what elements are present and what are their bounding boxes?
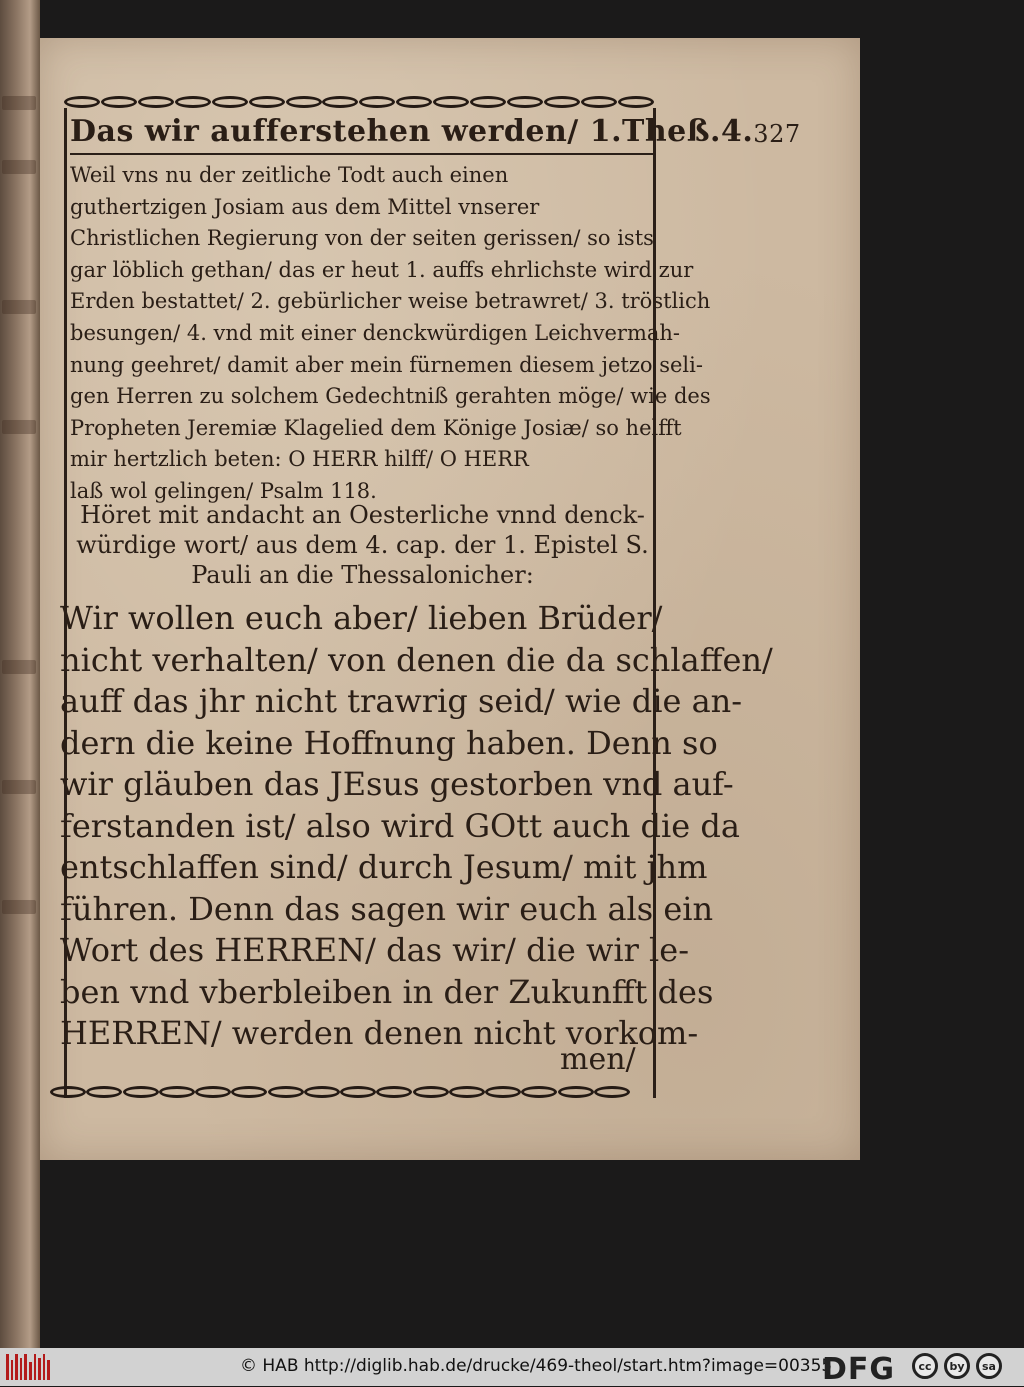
text-line: besungen/ 4. vnd mit einer denckwürdigen Leichvermah- (70, 320, 681, 345)
sa-icon: sa (976, 1353, 1002, 1379)
text-line: gar löblich gethan/ das er heut 1. auffs ehrlichste wird zur (70, 257, 694, 282)
text-line: Erden bestattet/ 2. gebürlicher weise betrawret/ 3. tröstlich (70, 289, 711, 314)
cc-icon: cc (912, 1353, 938, 1379)
running-headline (70, 114, 801, 155)
text-line: Weil vns nu der zeitliche Todt auch einen (70, 163, 509, 187)
copyright-link[interactable]: © HAB http://diglib.hab.de/drucke/469-theol/start.htm?image=00355 (240, 1356, 833, 1376)
viewer-footer-bar (0, 1348, 1024, 1386)
text-line: ben vnd vberbleiben in der Zukunfft des (60, 972, 714, 1011)
adjacent-page-edge (0, 0, 40, 1348)
text-line: Propheten Jeremiæ Klagelied dem Könige Josiæ/ so helfft (70, 415, 682, 440)
text-line: wir gläuben das JEsus gestorben vnd auf- (60, 765, 734, 803)
page-number: 327 (753, 120, 801, 148)
opening-paragraph (70, 160, 711, 508)
text-line: Höret mit andacht an Oesterliche vnnd denck- (80, 501, 645, 529)
license-badges[interactable] (912, 1353, 1002, 1379)
text-line: Wir wollen euch aber/ lieben Brüder/ (60, 599, 663, 637)
text-line: mir hertzlich beten: O HERR hilff/ O HERR (70, 447, 529, 472)
text-line: entschlaffen sind/ durch Jesum/ mit jhm (60, 848, 708, 886)
text-line: guthertzigen Josiam aus dem Mittel vnserer (70, 194, 540, 219)
ghost-text-mark (2, 900, 36, 914)
ghost-text-mark (2, 300, 36, 314)
ghost-text-mark (2, 160, 36, 174)
ghost-text-mark (2, 780, 36, 794)
text-line: nung geehret/ damit aber mein fürnemen diesem jetzo seli- (70, 352, 703, 377)
ghost-text-mark (2, 96, 36, 110)
text-line: Wort des HERREN/ das wir/ die wir le- (60, 931, 690, 969)
text-line: laß wol gelingen/ Psalm 118. (70, 478, 377, 503)
text-line: gen Herren zu solchem Gedechtniß gerahten möge/ wie des (70, 384, 711, 409)
text-line: auff das jhr nicht trawrig seid/ wie die an- (60, 682, 743, 720)
text-line: dern die keine Hoffnung haben. Denn so (60, 723, 718, 762)
text-line: ferstanden ist/ also wird GOtt auch die da (60, 806, 740, 845)
text-line: HERREN/ werden denen nicht vorkom- (60, 1014, 699, 1052)
text-line: Christlichen Regierung von der seiten gerissen/ so ists (70, 226, 654, 251)
text-line: führen. Denn das sagen wir euch als ein (60, 889, 714, 928)
text-line: nicht verhalten/ von denen die da schlaffen/ (60, 640, 773, 679)
catchword: men/ (560, 1042, 636, 1077)
text-line: Pauli an die Thessalonicher: (191, 561, 534, 589)
hab-barcode-logo[interactable] (6, 1354, 50, 1380)
ghost-text-mark (2, 660, 36, 674)
bottom-ornament-border (50, 1081, 630, 1103)
scripture-passage (60, 598, 773, 1055)
dfg-logo[interactable]: DFG (822, 1352, 896, 1387)
text-line: würdige wort/ aus dem 4. cap. der 1. Epistel S. (76, 531, 649, 559)
headline-title: Das wir aufferstehen werden/ 1.Theß.4. (70, 114, 754, 149)
scripture-introduction (70, 500, 655, 590)
by-icon: by (944, 1353, 970, 1379)
ghost-text-mark (2, 420, 36, 434)
